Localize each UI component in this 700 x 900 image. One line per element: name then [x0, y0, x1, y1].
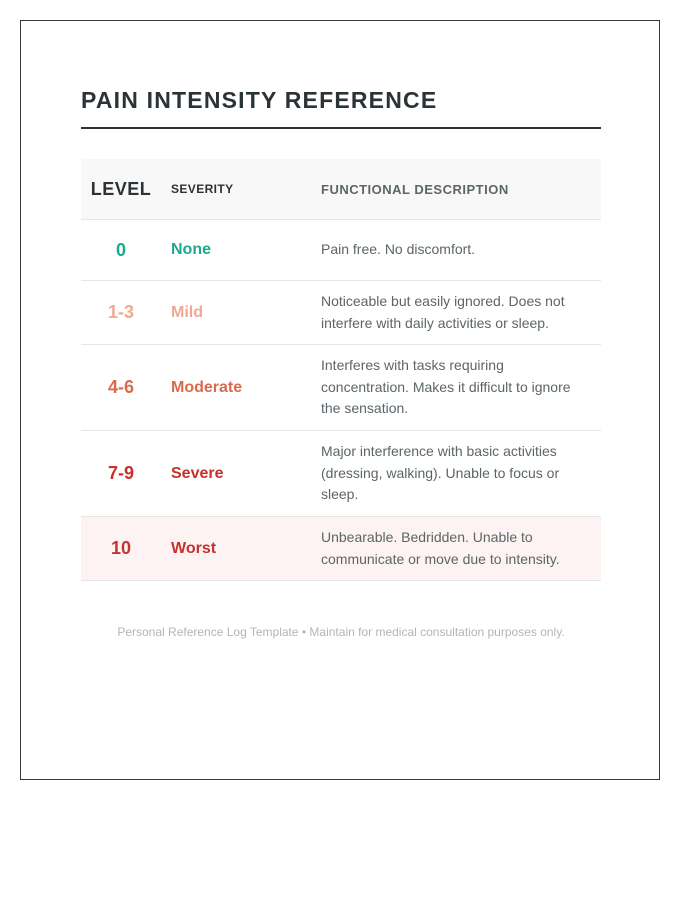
table-header-row	[81, 159, 601, 220]
document-page	[20, 20, 660, 780]
level-cell: 4-6	[81, 345, 161, 431]
level-cell: 0	[81, 220, 161, 281]
description-cell: Major interference with basic activities (dressing, walking). Unable to focus or sleep.	[321, 431, 601, 517]
pain-scale-table	[81, 159, 601, 581]
table-row	[81, 345, 601, 431]
header-severity: SEVERITY	[161, 159, 321, 220]
level-cell: 1-3	[81, 281, 161, 345]
severity-cell: Severe	[161, 431, 321, 517]
page-title: PAIN INTENSITY REFERENCE	[81, 87, 601, 129]
severity-cell: Moderate	[161, 345, 321, 431]
table-row	[81, 220, 601, 281]
severity-cell: Worst	[161, 517, 321, 581]
level-cell: 7-9	[81, 431, 161, 517]
header-level: LEVEL	[81, 159, 161, 220]
description-cell: Unbearable. Bedridden. Unable to communicate or move due to intensity.	[321, 517, 601, 581]
table-row	[81, 431, 601, 517]
table-row-highlighted	[81, 517, 601, 581]
header-description: FUNCTIONAL DESCRIPTION	[321, 159, 601, 220]
table-row	[81, 281, 601, 345]
severity-cell: None	[161, 220, 321, 281]
description-cell: Pain free. No discomfort.	[321, 220, 601, 281]
description-cell: Noticeable but easily ignored. Does not interfere with daily activities or sleep.	[321, 281, 601, 345]
footer-note: Personal Reference Log Template • Maintain for medical consultation purposes only.	[117, 625, 565, 639]
severity-cell: Mild	[161, 281, 321, 345]
level-cell: 10	[81, 517, 161, 581]
content-area	[81, 87, 601, 639]
description-cell: Interferes with tasks requiring concentration. Makes it difficult to ignore the sensation.	[321, 345, 601, 431]
